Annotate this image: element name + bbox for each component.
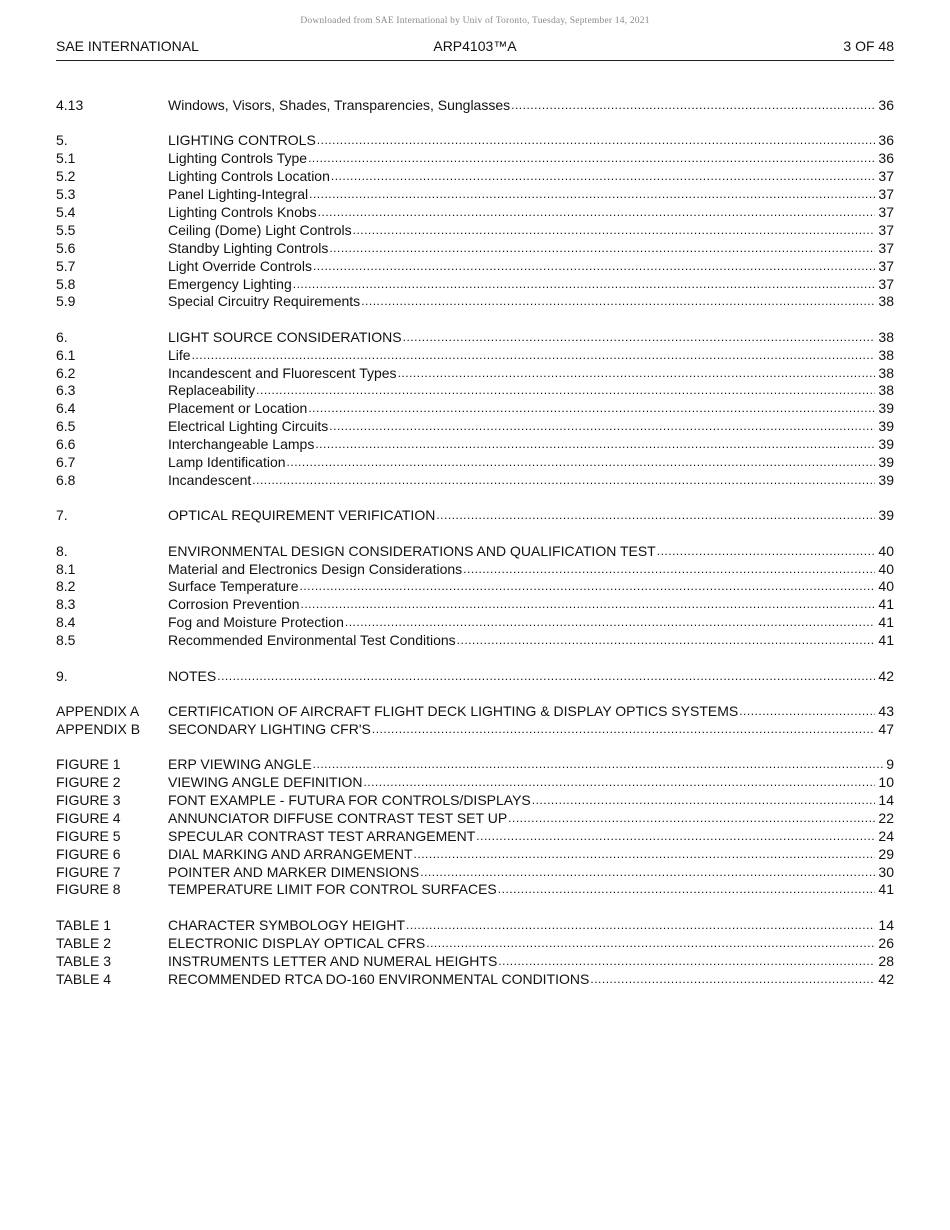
toc-entry-page: 41 <box>878 632 894 649</box>
dot-leader <box>313 756 884 774</box>
toc-entry[interactable] <box>56 864 894 882</box>
toc-entry-line <box>168 472 894 490</box>
toc-entry-title: Windows, Visors, Shades, Transparencies, Sunglasses <box>168 97 511 113</box>
toc-entry-line <box>168 436 894 454</box>
toc-entry-title: ELECTRONIC DISPLAY OPTICAL CFRS <box>168 934 426 951</box>
toc-entry-number: FIGURE 2 <box>56 774 121 791</box>
dot-leader <box>498 881 876 899</box>
toc-entry-number: FIGURE 3 <box>56 792 121 808</box>
toc-entry-page: 37 <box>878 257 894 274</box>
toc-entry-line <box>168 792 894 810</box>
toc-entry[interactable] <box>56 347 894 365</box>
toc-entry-number: FIGURE 1 <box>56 756 121 773</box>
toc-entry-line <box>168 846 894 864</box>
toc-entry-page: 14 <box>878 792 894 808</box>
toc-entry-line <box>168 703 894 721</box>
toc-entry-title: DIAL MARKING AND ARRANGEMENT <box>168 845 413 862</box>
toc-entry-title: ANNUNCIATOR DIFFUSE CONTRAST TEST SET UP <box>168 809 508 826</box>
toc-section-group <box>56 507 894 525</box>
dot-leader <box>317 132 876 150</box>
toc-entry-title: Surface Temperature <box>168 578 299 595</box>
toc-entry-number: 6.6 <box>56 436 76 453</box>
toc-entry[interactable] <box>56 561 894 579</box>
toc-entry-title: Lighting Controls Type <box>168 150 308 167</box>
toc-entry-title: Fog and Moisture Protection <box>168 614 344 631</box>
dot-leader <box>498 953 875 971</box>
dot-leader <box>532 792 876 810</box>
toc-entry[interactable] <box>56 454 894 472</box>
toc-entry-page: 41 <box>878 614 894 631</box>
toc-entry-number: 8.2 <box>56 578 76 595</box>
toc-entry[interactable] <box>56 596 894 614</box>
toc-section-group <box>56 668 894 686</box>
dot-leader <box>256 382 875 400</box>
toc-entry-number: 6. <box>56 328 68 345</box>
toc-entry[interactable] <box>56 846 894 864</box>
toc-entry-page: 42 <box>878 667 894 684</box>
toc-entry-number: TABLE 3 <box>56 952 111 969</box>
toc-entry-line <box>168 365 894 383</box>
toc-entry-line <box>168 774 894 792</box>
toc-entry[interactable] <box>56 204 894 222</box>
dot-leader <box>309 186 875 204</box>
toc-entry-page: 38 <box>878 328 894 345</box>
toc-entry-page: 37 <box>878 275 894 292</box>
toc-entry-title: Electrical Lighting Circuits <box>168 418 329 435</box>
dot-leader <box>308 400 875 418</box>
toc-entry[interactable] <box>56 721 894 739</box>
toc-entry-title: Lamp Identification <box>168 454 286 471</box>
toc-entry-number: 5.6 <box>56 239 76 256</box>
toc-entry[interactable] <box>56 828 894 846</box>
toc-entry-line <box>168 578 894 596</box>
toc-section-group <box>56 132 894 311</box>
toc-entry-line <box>168 132 894 150</box>
toc-entry[interactable] <box>56 472 894 490</box>
toc-entry-line <box>168 917 894 935</box>
toc-entry[interactable] <box>56 240 894 258</box>
toc-entry[interactable] <box>56 293 894 311</box>
dot-leader <box>511 97 875 115</box>
toc-entry-title: Recommended Environmental Test Conditions <box>168 632 456 649</box>
toc-entry-page: 41 <box>878 596 894 613</box>
toc-entry[interactable] <box>56 881 894 899</box>
dot-leader <box>590 971 875 989</box>
dot-leader <box>287 454 876 472</box>
toc-entry-page: 36 <box>878 150 894 167</box>
toc-entry[interactable] <box>56 668 894 686</box>
toc-entry-number: 8.3 <box>56 596 76 613</box>
toc-entry-title: SPECULAR CONTRAST TEST ARRANGEMENT <box>168 827 476 844</box>
toc-entry-number: 6.3 <box>56 382 76 399</box>
toc-entry-line <box>168 258 894 276</box>
toc-entry-number: TABLE 4 <box>56 970 111 987</box>
toc-entry-number: 6.2 <box>56 364 76 381</box>
toc-entry-page: 36 <box>878 97 894 113</box>
toc-entry[interactable] <box>56 810 894 828</box>
toc-entry-number: 5.7 <box>56 257 76 274</box>
toc-entry-title: Placement or Location <box>168 400 308 417</box>
page-header <box>56 38 894 61</box>
toc-entry-line <box>168 329 894 347</box>
toc-entry-title: Incandescent <box>168 471 252 488</box>
toc-entry-title: RECOMMENDED RTCA DO-160 ENVIRONMENTAL CONDITIONS <box>168 970 590 987</box>
toc-entry-title: Light Override Controls <box>168 257 312 274</box>
toc-entry[interactable] <box>56 132 894 150</box>
toc-entry-number: FIGURE 8 <box>56 881 121 898</box>
toc-entry-title: FONT EXAMPLE - FUTURA FOR CONTROLS/DISPLAYS <box>168 792 531 808</box>
dot-leader <box>508 810 875 828</box>
toc-entry-line <box>168 276 894 294</box>
dot-leader <box>457 632 876 650</box>
toc-entry-page: 38 <box>878 293 894 310</box>
toc-entry-number: 5.3 <box>56 186 76 203</box>
toc-entry-line <box>168 454 894 472</box>
toc-entry[interactable] <box>56 792 894 810</box>
dot-leader <box>739 703 875 721</box>
toc-entry[interactable] <box>56 258 894 276</box>
toc-entry-title: Ceiling (Dome) Light Controls <box>168 221 352 238</box>
toc-entry[interactable] <box>56 632 894 650</box>
toc-entry-page: 37 <box>878 239 894 256</box>
toc-entry-title: CERTIFICATION OF AIRCRAFT FLIGHT DECK LIGHTING & DISPLAY OPTICS SYSTEMS <box>168 702 739 719</box>
toc-entry-number: 8.4 <box>56 614 76 631</box>
toc-entry-page: 38 <box>878 364 894 381</box>
toc-entry[interactable] <box>56 917 894 935</box>
toc-entry[interactable] <box>56 436 894 454</box>
toc-entry-number: 6.8 <box>56 471 76 488</box>
toc-entry[interactable] <box>56 971 894 989</box>
toc-entry-number: 6.5 <box>56 418 76 435</box>
toc-entry-title: Incandescent and Fluorescent Types <box>168 364 397 381</box>
toc-entry-number: 6.7 <box>56 454 76 471</box>
toc-entry[interactable] <box>56 329 894 347</box>
toc-entry-page: 36 <box>878 132 894 149</box>
toc-entry-title: Interchangeable Lamps <box>168 436 315 453</box>
dot-leader <box>403 329 876 347</box>
toc-section-group <box>56 543 894 650</box>
toc-entry-page: 26 <box>878 934 894 951</box>
toc-entry-line <box>168 382 894 400</box>
toc-entry-number: FIGURE 7 <box>56 863 121 880</box>
toc-entry-line <box>168 828 894 846</box>
toc-section-group <box>56 97 894 115</box>
dot-leader <box>308 150 875 168</box>
dot-leader <box>406 917 875 935</box>
toc-entry-title: CHARACTER SYMBOLOGY HEIGHT <box>168 916 406 933</box>
toc-entry[interactable] <box>56 400 894 418</box>
toc-entry-title: ERP VIEWING ANGLE <box>168 756 312 773</box>
toc-entry-line <box>168 935 894 953</box>
dot-leader <box>657 543 876 561</box>
toc-entry-title: INSTRUMENTS LETTER AND NUMERAL HEIGHTS <box>168 952 498 969</box>
toc-entry-page: 28 <box>878 952 894 969</box>
toc-entry-page: 41 <box>878 881 894 898</box>
dot-leader <box>217 668 875 686</box>
toc-entry-number: FIGURE 4 <box>56 809 121 826</box>
toc-entry-line <box>168 222 894 240</box>
toc-entry[interactable] <box>56 756 894 774</box>
toc-entry-number: 5.5 <box>56 221 76 238</box>
toc-entry-line <box>168 293 894 311</box>
toc-entry-line <box>168 347 894 365</box>
toc-entry-title: NOTES <box>168 667 217 684</box>
toc-entry-title: Lighting Controls Knobs <box>168 203 317 220</box>
toc-entry-page: 22 <box>878 809 894 826</box>
toc-entry-number: TABLE 2 <box>56 934 111 951</box>
toc-entry-number: 5.2 <box>56 168 76 185</box>
toc-entry-title: POINTER AND MARKER DIMENSIONS <box>168 863 420 880</box>
toc-entry-page: 14 <box>878 916 894 933</box>
dot-leader <box>463 561 875 579</box>
header-organization: SAE INTERNATIONAL <box>56 38 199 54</box>
toc-entry-page: 39 <box>878 471 894 488</box>
toc-entry-page: 30 <box>878 863 894 880</box>
dot-leader <box>299 578 875 596</box>
toc-entry-page: 37 <box>878 168 894 185</box>
toc-section-group <box>56 917 894 989</box>
toc-entry-page: 24 <box>878 827 894 844</box>
toc-entry-number: 5.1 <box>56 150 76 167</box>
toc-entry-line <box>168 756 894 774</box>
toc-entry[interactable] <box>56 543 894 561</box>
toc-entry-page: 9 <box>886 756 894 773</box>
dot-leader <box>331 168 876 186</box>
toc-entry-page: 40 <box>878 578 894 595</box>
toc-entry-title: ENVIRONMENTAL DESIGN CONSIDERATIONS AND QUALIFICATION TEST <box>168 542 656 559</box>
toc-entry-page: 10 <box>878 774 894 791</box>
toc-entry-line <box>168 864 894 882</box>
download-watermark: Downloaded from SAE International by Univ of Toronto, Tuesday, September 14, 2021 <box>300 16 650 26</box>
dot-leader <box>476 828 875 846</box>
toc-entry-title: Corrosion Prevention <box>168 596 300 613</box>
toc-entry-number: 8. <box>56 542 68 559</box>
toc-entry-line <box>168 150 894 168</box>
dot-leader <box>293 276 876 294</box>
toc-entry-line <box>168 668 894 686</box>
toc-entry-number: 7. <box>56 507 68 524</box>
toc-entry[interactable] <box>56 507 894 525</box>
dot-leader <box>313 258 875 276</box>
dot-leader <box>398 365 876 383</box>
toc-entry-page: 39 <box>878 418 894 435</box>
toc-entry-line <box>168 614 894 632</box>
dot-leader <box>315 436 875 454</box>
toc-entry-title: LIGHT SOURCE CONSIDERATIONS <box>168 328 402 345</box>
toc-entry-number: 8.1 <box>56 560 76 577</box>
toc-entry-title: TEMPERATURE LIMIT FOR CONTROL SURFACES <box>168 881 497 898</box>
toc-entry-page: 29 <box>878 845 894 862</box>
toc-entry[interactable] <box>56 97 894 115</box>
toc-entry-page: 47 <box>878 720 894 737</box>
toc-entry-page: 42 <box>878 970 894 987</box>
toc-entry-number: 6.4 <box>56 400 76 417</box>
toc-entry-number: 9. <box>56 667 68 684</box>
toc-entry-line <box>168 561 894 579</box>
header-page-number: 3 OF 48 <box>843 38 894 54</box>
toc-entry-line <box>168 186 894 204</box>
toc-entry-page: 39 <box>878 400 894 417</box>
toc-entry-number: APPENDIX B <box>56 720 141 737</box>
dot-leader <box>436 507 875 525</box>
toc-entry-title: LIGHTING CONTROLS <box>168 132 316 149</box>
toc-entry[interactable] <box>56 614 894 632</box>
toc-entry-title: Panel Lighting-Integral <box>168 186 309 203</box>
toc-entry-line <box>168 97 894 115</box>
toc-entry-line <box>168 543 894 561</box>
toc-section-group <box>56 703 894 739</box>
dot-leader <box>329 418 875 436</box>
toc-entry-line <box>168 953 894 971</box>
dot-leader <box>353 222 876 240</box>
toc-entry[interactable] <box>56 150 894 168</box>
dot-leader <box>363 774 875 792</box>
toc-entry[interactable] <box>56 578 894 596</box>
toc-entry-line <box>168 881 894 899</box>
toc-entry-line <box>168 596 894 614</box>
toc-entry-title: Material and Electronics Design Considerations <box>168 560 463 577</box>
toc-entry-line <box>168 418 894 436</box>
toc-entry-number: 5. <box>56 132 68 149</box>
toc-entry[interactable] <box>56 382 894 400</box>
dot-leader <box>345 614 876 632</box>
toc-entry[interactable] <box>56 953 894 971</box>
dot-leader <box>414 846 876 864</box>
toc-entry-number: 8.5 <box>56 632 76 649</box>
dot-leader <box>301 596 876 614</box>
toc-entry-page: 43 <box>878 702 894 719</box>
toc-entry-number: 5.8 <box>56 275 76 292</box>
dot-leader <box>420 864 875 882</box>
toc-entry-title: Lighting Controls Location <box>168 168 330 185</box>
toc-entry-page: 37 <box>878 203 894 220</box>
dot-leader <box>426 935 875 953</box>
toc-entry-title: Life <box>168 346 191 363</box>
toc-entry-page: 39 <box>878 507 894 524</box>
toc-entry[interactable] <box>56 935 894 953</box>
toc-entry-number: 4.13 <box>56 97 84 113</box>
toc-entry-line <box>168 632 894 650</box>
dot-leader <box>318 204 876 222</box>
toc-entry-number: FIGURE 5 <box>56 827 121 844</box>
toc-entry-title: VIEWING ANGLE DEFINITION <box>168 774 363 791</box>
toc-entry-number: 5.9 <box>56 293 76 310</box>
toc-entry-line <box>168 507 894 525</box>
dot-leader <box>192 347 876 365</box>
toc-entry-page: 38 <box>878 382 894 399</box>
toc-entry-page: 38 <box>878 346 894 363</box>
header-document-id: ARP4103™A <box>433 38 517 54</box>
toc-entry-line <box>168 810 894 828</box>
toc-entry[interactable] <box>56 222 894 240</box>
toc-entry-title: Special Circuitry Requirements <box>168 293 361 310</box>
dot-leader <box>361 293 875 311</box>
toc-entry-number: TABLE 1 <box>56 916 111 933</box>
toc-entry[interactable] <box>56 186 894 204</box>
toc-entry-page: 40 <box>878 542 894 559</box>
toc-entry-line <box>168 721 894 739</box>
toc-entry-number: 5.4 <box>56 203 76 220</box>
toc-entry[interactable] <box>56 365 894 383</box>
toc-entry[interactable] <box>56 276 894 294</box>
dot-leader <box>329 240 875 258</box>
toc-entry-page: 37 <box>878 186 894 203</box>
toc-entry-title: SECONDARY LIGHTING CFR'S <box>168 720 371 737</box>
dot-leader <box>372 721 876 739</box>
toc-section-group <box>56 756 894 899</box>
toc-entry-line <box>168 971 894 989</box>
toc-entry-line <box>168 168 894 186</box>
toc-entry-line <box>168 204 894 222</box>
toc-entry-line <box>168 400 894 418</box>
toc-entry-page: 39 <box>878 436 894 453</box>
dot-leader <box>252 472 875 490</box>
toc-entry[interactable] <box>56 774 894 792</box>
toc-entry-number: 6.1 <box>56 346 76 363</box>
toc-entry-number: FIGURE 6 <box>56 845 121 862</box>
toc-entry-page: 40 <box>878 560 894 577</box>
toc-entry-title: Standby Lighting Controls <box>168 239 329 256</box>
toc-entry[interactable] <box>56 168 894 186</box>
toc-entry-line <box>168 240 894 258</box>
toc-entry-title: OPTICAL REQUIREMENT VERIFICATION <box>168 507 436 524</box>
table-of-contents <box>56 97 894 1006</box>
toc-entry[interactable] <box>56 703 894 721</box>
toc-entry-page: 39 <box>878 454 894 471</box>
toc-entry[interactable] <box>56 418 894 436</box>
toc-entry-number: APPENDIX A <box>56 702 140 719</box>
toc-entry-page: 37 <box>878 221 894 238</box>
toc-section-group <box>56 329 894 490</box>
toc-entry-title: Emergency Lighting <box>168 275 292 292</box>
toc-entry-title: Replaceability <box>168 382 256 399</box>
